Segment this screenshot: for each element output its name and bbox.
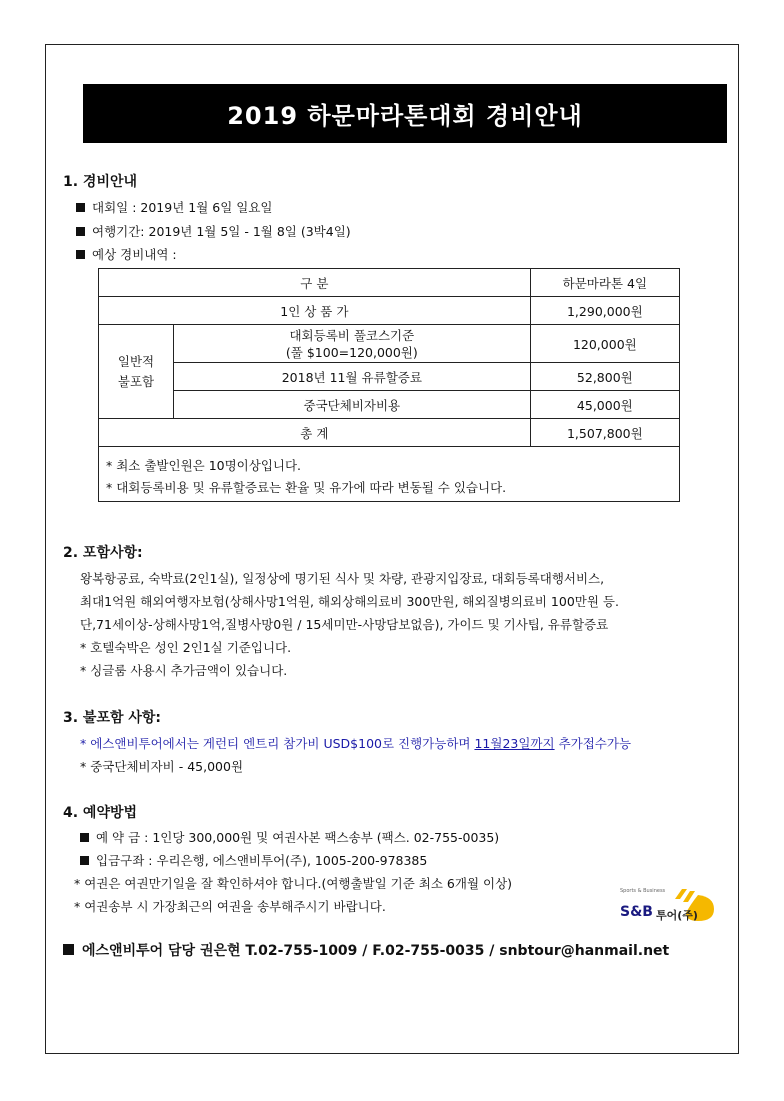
visa-fee-label: 중국단체비자비용 [174,391,531,419]
passport-expiry-note: * 여권은 여권만기일을 잘 확인하셔야 합니다.(여행출발일 기준 최소 6개월 이상) [74,876,513,891]
cost-table [98,268,680,447]
table-row [99,363,680,391]
product-label: 1인 상 품 가 [99,297,531,325]
logo-mark: S&B [620,904,653,920]
included-line: 최대1억원 해외여행자보험(상해사망1억원, 해외상해의료비 300만원, 해외질병의료비 100만원 등. [80,594,619,609]
table-header-category: 구 분 [99,269,531,297]
table-row [99,325,680,363]
table-row [99,269,680,297]
passport-send-note: * 여권송부 시 가장최근의 여권을 송부해주시기 바랍니다. [74,899,386,914]
table-header-product: 하문마라톤 4일 [530,269,679,297]
bullet-square-icon [76,250,85,259]
logo-tagline: Sports & Business [620,888,666,894]
bullet-square-icon [80,856,89,865]
product-price: 1,290,000원 [530,297,679,325]
included-line: 왕복항공료, 숙박료(2인1실), 일정상에 명기된 식사 및 차량, 관광지입장료, 대회등록대행서비스, [80,571,605,586]
total-price: 1,507,800원 [530,419,679,447]
table-row [99,419,680,447]
section-1-heading: 1. 경비안내 [63,174,138,190]
bullet-square-icon [76,203,85,212]
table-notes [98,447,680,502]
company-logo [618,887,718,927]
deadline-date: 11월23일까지 [474,736,555,751]
included-line: * 호텔숙박은 성인 2인1실 기준입니다. [80,640,292,655]
section-4-heading: 4. 예약방법 [63,805,138,821]
event-date: 대회일 : 2019년 1월 6일 일요일 [76,198,272,216]
included-line: * 싱글룸 사용시 추가금액이 있습니다. [80,663,288,678]
bullet-square-icon [63,944,74,955]
bullet-square-icon [80,833,89,842]
travel-period: 여행기간: 2019년 1월 5일 - 1월 8일 (3박4일) [76,222,351,240]
guarantee-entry-note: * 에스앤비투어에서는 게런티 엔트리 참가비 USD$100로 진행가능하며 11월23일까지 추가접수가능 [80,736,632,751]
table-row [99,297,680,325]
registration-fee-price: 120,000원 [530,325,679,363]
logo-company-name: 투어(주) [656,909,698,922]
bank-account-info: 입금구좌 : 우리은행, 에스앤비투어(주), 1005-200-978385 [80,851,427,869]
note-fee-variation: * 대회등록비용 및 유류할증료는 환율 및 유가에 따라 변동될 수 있습니다. [106,480,507,495]
included-line: 단,71세이상-상해사망1억,질병사망0원 / 15세미만-사망담보없음), 가이드 및 기사팁, 유류할증료 [80,617,609,632]
fuel-surcharge-label: 2018년 11월 유류할증료 [174,363,531,391]
note-min-participants: * 최소 출발인원은 10명이상입니다. [106,458,302,473]
section-3-heading: 3. 불포함 사항: [63,710,162,726]
visa-fee-note: * 중국단체비자비 - 45,000원 [80,759,244,774]
not-included-group-label: 일반적 불포함 [99,325,174,419]
section-2-heading: 2. 포함사항: [63,545,143,561]
registration-fee-label: 대회등록비 풀코스기준 (풀 $100=120,000원) [174,325,531,363]
bullet-square-icon [76,227,85,236]
page-title: 2019 하문마라톤대회 경비안내 [83,84,727,143]
visa-fee-price: 45,000원 [530,391,679,419]
table-row [99,391,680,419]
deposit-info: 예 약 금 : 1인당 300,000원 및 여권사본 팩스송부 (팩스. 02-755-0035) [80,828,499,846]
total-label: 총 계 [99,419,531,447]
cost-breakdown-label: 예상 경비내역 : [76,245,177,263]
fuel-surcharge-price: 52,800원 [530,363,679,391]
contact-footer: 에스앤비투어 담당 권은현 T.02-755-1009 / F.02-755-0035 / snbtour@hanmail.net [63,940,669,960]
